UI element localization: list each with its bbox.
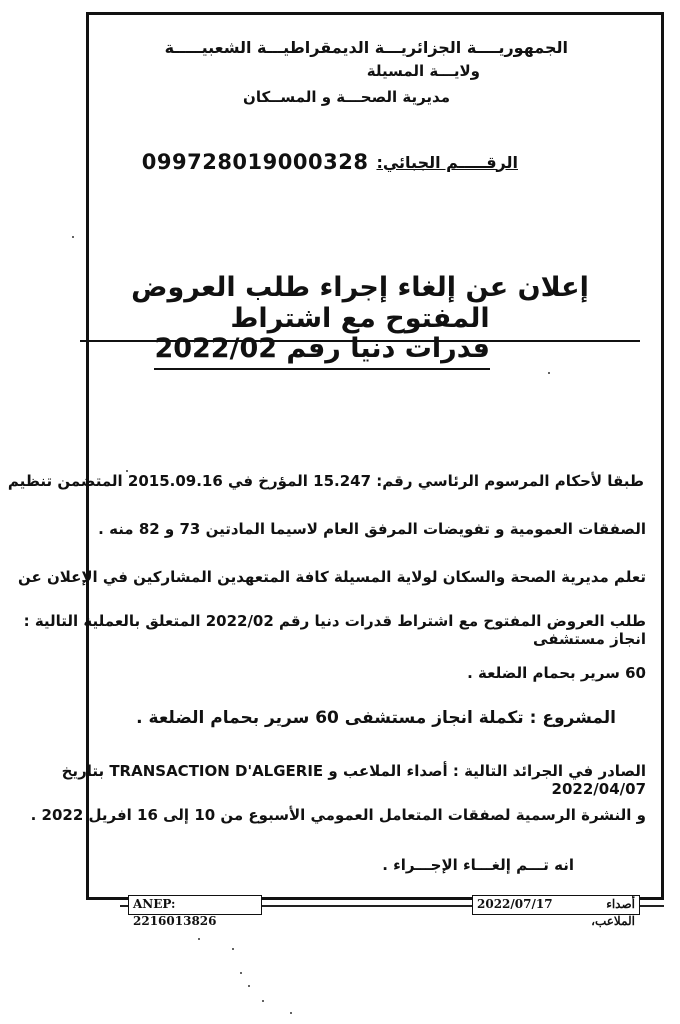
publication-name: أصداء الملاعب، [591,897,635,928]
body-paragraph-3: تعلم مديرية الصحة والسكان لولاية المسيلة كافة المتعهدين المشاركين في الإعلان عن [17,568,646,586]
header-province: ولايـــة المسيلة [366,62,480,80]
scan-speck [548,372,550,374]
project-line: المشروع : تكملة انجاز مستشفى 60 سرير بحمام الضلعة . [136,708,616,728]
tax-reference-number: 099728019000328 [141,150,369,174]
header-country: الجمهوريــــة الجزائريـــة الديمقراطيـــة الشعبيـــــة [164,38,568,57]
scan-speck [232,948,234,950]
announcement-subtitle: قدرات دنيا رقم 2022/02 [154,333,490,370]
scan-speck [198,938,200,940]
scan-speck [248,985,250,987]
footer-rule [262,905,472,907]
announcement-title: إعلان عن إلغاء إجراء طلب العروض المفتوح مع اشتراط [80,272,640,342]
body-paragraph-5: 60 سرير بحمام الضلعة . [467,664,646,682]
header-directorate: مديرية الصحـــة و المســكان [243,88,450,106]
publication-date: 2022/07/17 [477,897,553,911]
publication-stamp [472,895,640,928]
tax-reference [142,150,518,174]
scan-speck [240,972,242,974]
cancellation-line: انه تـــم إلغـــاء الإجـــراء . [382,856,574,874]
scan-speck [126,470,128,472]
footer-rule [640,905,664,907]
scan-speck [72,236,74,238]
anep-number: ANEP: 2216013826 [128,895,262,915]
body-paragraph-1: طبقا لأحكام المرسوم الرئاسي رقم: 15.247 المؤرخ في 2015.09.16 المتضمن تنظيم [7,472,644,490]
body-paragraph-4: طلب العروض المفتوح مع اشتراط قدرات دنيا رقم 2022/02 المتعلق بالعملية التالية : انجاز مستشفى [23,612,646,648]
tax-reference-label: الرقـــــم الجبائي: [376,152,518,172]
scan-speck [290,1012,292,1014]
publication-line: الصادر في الجرائد التالية : أصداء الملاعب و TRANSACTION D'ALGERIE بتاريخ 2022/04/07 [61,762,646,798]
body-paragraph-2: الصفقات العمومية و تفويضات المرفق العام لاسيما المادتين 73 و 82 منه . [98,520,646,538]
footer-rule [120,905,128,907]
bulletin-line: و النشرة الرسمية لصفقات المتعامل العمومي الأسبوع من 10 إلى 16 افريل 2022 . [30,806,646,824]
scan-speck [262,1000,264,1002]
